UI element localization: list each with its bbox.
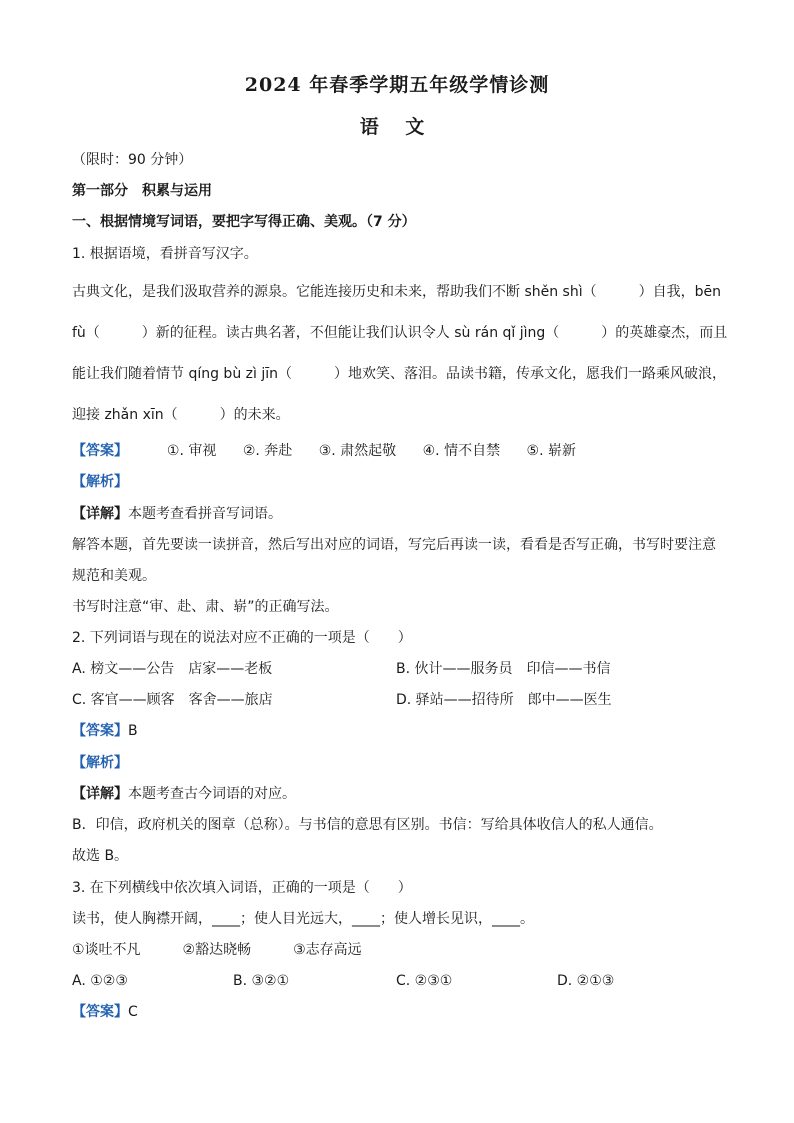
q2-option-d: D. 驿站——招待所 郎中——医生 bbox=[396, 692, 612, 708]
q3-option-a: A. ①②③ bbox=[72, 973, 128, 989]
detail-tag: 【详解】 bbox=[72, 786, 128, 802]
q3-answer-row bbox=[72, 1002, 138, 1022]
answer-item: ③. 肃然起敬 bbox=[318, 443, 397, 459]
q1-answer-row bbox=[72, 441, 598, 461]
answer-tag: 【答案】 bbox=[72, 723, 128, 739]
q2-explain: B．印信，政府机关的图章（总称）。与书信的意思有区别。书信：写给具体收信人的私人通信。 bbox=[72, 817, 663, 833]
time-limit: （限时：90 分钟） bbox=[72, 152, 193, 168]
q3-option-c: C. ②③① bbox=[396, 973, 453, 989]
q1-explain: 规范和美观。 bbox=[72, 568, 156, 584]
q1-para-line: 迎接 zhǎn xīn（ ）的未来。 bbox=[72, 407, 290, 423]
part-heading: 第一部分 积累与运用 bbox=[72, 183, 212, 199]
answer-item: ④. 情不自禁 bbox=[422, 443, 501, 459]
q2-explain: 故选 B。 bbox=[72, 848, 129, 864]
q2-detail bbox=[72, 784, 296, 804]
q1-para-line: 古典文化，是我们汲取营养的源泉。它能连接历史和未来，帮助我们不断 shěn shì（ ）自我，bēn bbox=[72, 284, 721, 300]
q2-answer-row bbox=[72, 721, 138, 741]
subject-title: 语 文 bbox=[359, 116, 435, 138]
section-heading: 一、根据情境写词语，要把字写得正确、美观。（7 分） bbox=[72, 214, 416, 230]
answer-item: ⑤. 崭新 bbox=[526, 443, 576, 459]
answer-tag: 【答案】 bbox=[72, 443, 128, 459]
q3-stem: 3. 在下列横线中依次填入词语，正确的一项是（ ） bbox=[72, 880, 412, 896]
q1-para-line: 能让我们随着情节 qíng bù zì jīn（ ）地欢笑、落泪。品读书籍，传承文化，愿我们一路乘风破浪， bbox=[72, 366, 726, 382]
q2-option-c: C. 客官——顾客 客舍——旅店 bbox=[72, 692, 273, 708]
q2-stem: 2. 下列词语与现在的说法对应不正确的一项是（ ） bbox=[72, 630, 412, 646]
exam-title: 2024 年春季学期五年级学情诊测 bbox=[244, 74, 550, 96]
q3-choices: ①谈吐不凡 ②豁达晓畅 ③志存高远 bbox=[72, 942, 362, 958]
q1-para-line: fù（ ）新的征程。读古典名著，不但能让我们认识令人 sù rán qǐ jìng（ ）的英雄豪杰，而且 bbox=[72, 325, 728, 341]
q1-stem: 1. 根据语境，看拼音写汉字。 bbox=[72, 246, 258, 262]
answer-tag: 【答案】 bbox=[72, 1004, 128, 1020]
q1-detail bbox=[72, 504, 282, 524]
detail-text: 本题考查古今词语的对应。 bbox=[128, 786, 296, 802]
answer-value: B bbox=[128, 723, 138, 739]
q2-option-b: B. 伙计——服务员 印信——书信 bbox=[396, 661, 611, 677]
q1-explain: 解答本题，首先要读一读拼音，然后写出对应的词语，写完后再读一读，看看是否写正确，书写时要注意 bbox=[72, 537, 716, 553]
detail-text: 本题考查看拼音写词语。 bbox=[128, 506, 282, 522]
analysis-tag: 【解析】 bbox=[72, 755, 128, 771]
q1-explain: 书写时注意“审、赴、肃、崭”的正确写法。 bbox=[72, 599, 339, 615]
q3-option-b: B. ③②① bbox=[233, 973, 290, 989]
detail-tag: 【详解】 bbox=[72, 506, 128, 522]
q3-option-d: D. ②①③ bbox=[557, 973, 615, 989]
answer-value: C bbox=[128, 1004, 138, 1020]
answer-item: ②. 奔赴 bbox=[242, 443, 293, 459]
q3-sentence: 读书，使人胸襟开阔，____；使人目光远大，____；使人增长见识，____。 bbox=[72, 911, 534, 927]
answer-item: ①. 审视 bbox=[166, 443, 217, 459]
q2-option-a: A. 榜文——公告 店家——老板 bbox=[72, 661, 273, 677]
analysis-tag: 【解析】 bbox=[72, 474, 128, 490]
